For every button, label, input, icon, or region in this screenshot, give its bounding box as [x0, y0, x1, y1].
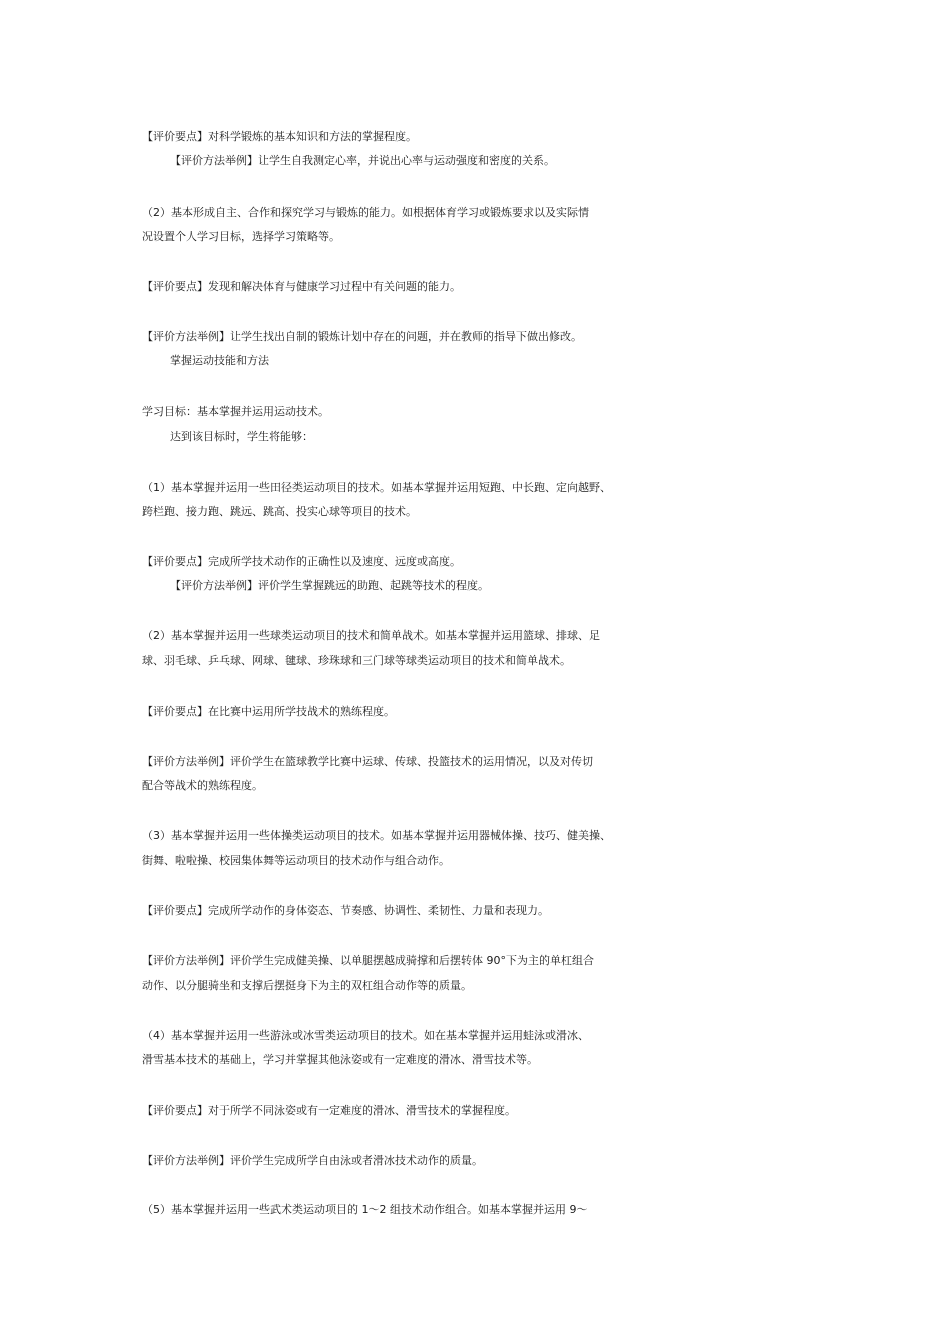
text-line: 【评价要点】发现和解决体育与健康学习过程中有关问题的能力。	[142, 280, 461, 293]
text-line: 【评价方法举例】评价学生在篮球教学比赛中运球、传球、投篮技术的运用情况，以及对传切	[142, 755, 593, 768]
text-line: 【评价方法举例】评价学生掌握跳远的助跑、起跳等技术的程度。	[170, 579, 489, 592]
text-line: 【评价要点】对科学锻炼的基本知识和方法的掌握程度。	[142, 130, 417, 143]
text-line: （5）基本掌握并运用一些武术类运动项目的 1～2 组技术动作组合。如基本掌握并运用 9～	[142, 1203, 588, 1216]
text-line: （2）基本形成自主、合作和探究学习与锻炼的能力。如根据体育学习或锻炼要求以及实际情	[142, 206, 589, 219]
text-line: 达到该目标时，学生将能够：	[170, 430, 313, 443]
text-line: 【评价方法举例】评价学生完成所学自由泳或者滑冰技术动作的质量。	[142, 1154, 483, 1167]
text-line: 【评价要点】在比赛中运用所学技战术的熟练程度。	[142, 705, 395, 718]
text-line: 况设置个人学习目标，选择学习策略等。	[142, 230, 340, 243]
text-line: 球、羽毛球、乒乓球、网球、毽球、珍珠球和三门球等球类运动项目的技术和简单战术。	[142, 654, 571, 667]
text-line: 学习目标：基本掌握并运用运动技术。	[142, 405, 329, 418]
text-line: 【评价方法举例】让学生找出自制的锻炼计划中存在的问题，并在教师的指导下做出修改。	[142, 330, 582, 343]
text-line: （4）基本掌握并运用一些游泳或冰雪类运动项目的技术。如在基本掌握并运用蛙泳或滑冰、	[142, 1029, 589, 1042]
text-line: 跨栏跑、接力跑、跳远、跳高、投实心球等项目的技术。	[142, 505, 417, 518]
text-line: 【评价要点】完成所学技术动作的正确性以及速度、远度或高度。	[142, 555, 461, 568]
text-line: （2）基本掌握并运用一些球类运动项目的技术和简单战术。如基本掌握并运用篮球、排球、足	[142, 629, 600, 642]
text-line: 配合等战术的熟练程度。	[142, 779, 263, 792]
text-line: 【评价要点】对于所学不同泳姿或有一定难度的滑冰、滑雪技术的掌握程度。	[142, 1104, 516, 1117]
text-line: 动作、以分腿骑坐和支撑后摆挺身下为主的双杠组合动作等的质量。	[142, 979, 472, 992]
text-line: 滑雪基本技术的基础上，学习并掌握其他泳姿或有一定难度的滑冰、滑雪技术等。	[142, 1053, 538, 1066]
text-line: 【评价方法举例】让学生自我测定心率，并说出心率与运动强度和密度的关系。	[170, 154, 555, 167]
text-line: （1）基本掌握并运用一些田径类运动项目的技术。如基本掌握并运用短跑、中长跑、定向越野、	[142, 481, 611, 494]
text-line: （3）基本掌握并运用一些体操类运动项目的技术。如基本掌握并运用器械体操、技巧、健美操、	[142, 829, 611, 842]
text-line: 【评价方法举例】评价学生完成健美操、以单腿摆越成骑撑和后摆转体 90°下为主的单杠组合	[142, 954, 594, 967]
text-line: 街舞、啦啦操、校园集体舞等运动项目的技术动作与组合动作。	[142, 854, 450, 867]
text-line: 【评价要点】完成所学动作的身体姿态、节奏感、协调性、柔韧性、力量和表现力。	[142, 904, 549, 917]
section-heading: 掌握运动技能和方法	[170, 354, 269, 367]
